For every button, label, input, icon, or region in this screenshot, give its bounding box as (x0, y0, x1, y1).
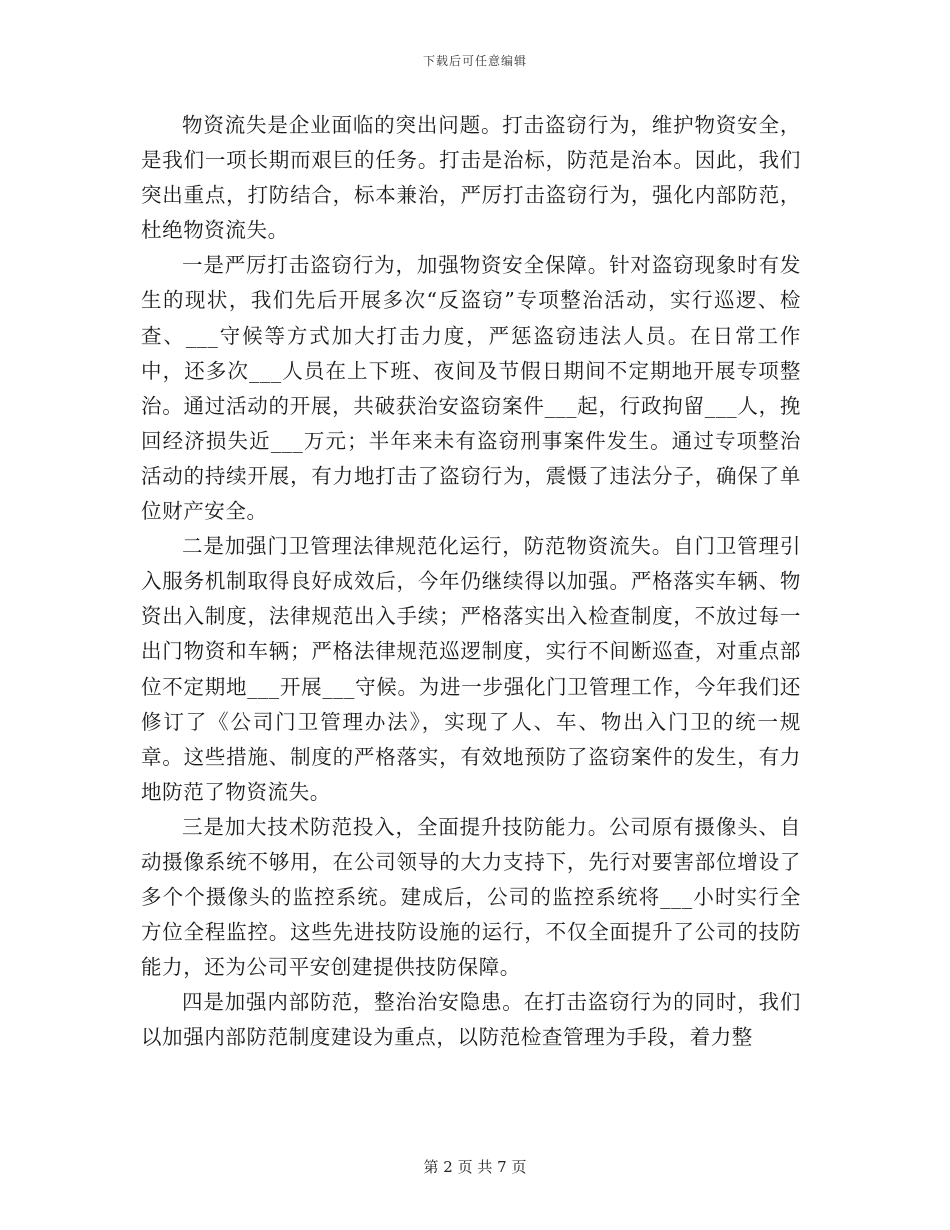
paragraph-internal-prevention: 四是加强内部防范，整治治安隐患。在打击盗窃行为的同时，我们以加强内部防范制度建设为重点，以防范检查管理为手段，着力整 (141, 990, 801, 1050)
paragraph-gate-management: 二是加强门卫管理法律规范化运行，防范物资流失。自门卫管理引入服务机制取得良好成效后，今年仍继续得以加强。严格落实车辆、物资出入制度，法律规范出入手续；严格落实出入检查制度，不放过每一出门物资和车辆；严格法律规范巡逻制度，实行不间断巡查，对重点部位不定期地___开展___守候。为进一步强化门卫管理工作，今年我们还修订了《公司门卫管理办法》，实现了人、车、物出入门卫的统一规章。这些措施、制度的严格落实，有效地预防了盗窃案件的发生，有力地防范了物资流失。 (141, 534, 801, 804)
paragraph-anti-theft: 一是严厉打击盗窃行为，加强物资安全保障。针对盗窃现象时有发生的现状，我们先后开展多次“反盗窃”专项整治活动，实行巡逻、检查、___守候等方式加大打击力度，严惩盗窃违法人员。在日常工作中，还多次___人员在上下班、夜间及节假日期间不定期地开展专项整治。通过活动的开展，共破获治安盗窃案件___起，行政拘留___人，挽回经济损失近___万元；半年来未有盗窃刑事案件发生。通过专项整治活动的持续开展，有力地打击了盗窃行为，震慑了违法分子，确保了单位财产安全。 (141, 253, 801, 524)
page-number: 第 2 页 共 7 页 (423, 1158, 527, 1176)
document-body (141, 108, 801, 1056)
paragraph-intro: 物资流失是企业面临的突出问题。打击盗窃行为，维护物资安全，是我们一项长期而艰巨的任务。打击是治标，防范是治本。因此，我们突出重点，打防结合，标本兼治，严厉打击盗窃行为，强化内部防范，杜绝物资流失。 (141, 113, 801, 243)
page-header-note: 下载后可任意编辑 (422, 54, 527, 68)
paragraph-technical-prevention: 三是加大技术防范投入，全面提升技防能力。公司原有摄像头、自动摄像系统不够用，在公司领导的大力支持下，先行对要害部位增设了多个个摄像头的监控系统。建成后，公司的监控系统将___小时实行全方位全程监控。这些先进技防设施的运行，不仅全面提升了公司的技防能力，还为公司平安创建提供技防保障。 (141, 814, 801, 980)
